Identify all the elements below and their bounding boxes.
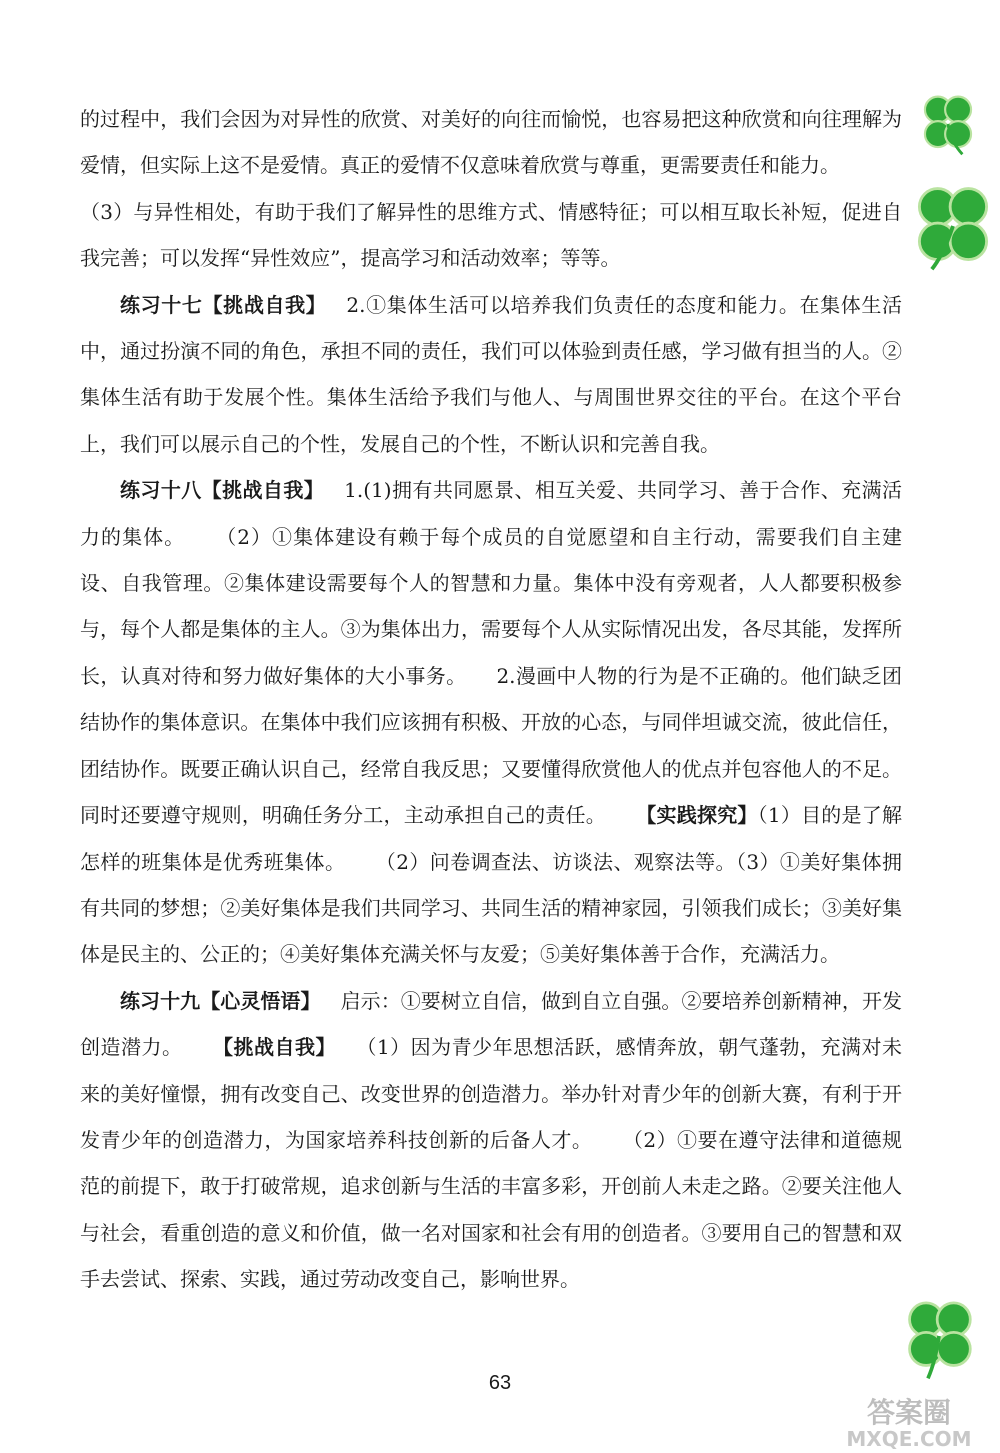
exercise-18 bbox=[80, 467, 902, 977]
watermark-logo bbox=[824, 1392, 994, 1452]
exercise-19 bbox=[80, 978, 902, 1303]
exercise-text: 1.(1)拥有共同愿景、相互关爱、共同学习、善于合作、充满活力的集体。 bbox=[80, 478, 902, 549]
exercise-heading: 练习十八【挑战自我】 bbox=[120, 478, 325, 503]
clover-icon bbox=[912, 88, 984, 160]
exercise-text: （2）①集体建设有赖于每个成员的自觉愿望和自主行动，需要我们自主建设、自我管理。②集体建设需要每个人的智慧和力量。集体中没有旁观者，人人都要积极参与，每个人都是集体的主人。③为集体出力，需要每个人从实际情况出发，各尽其能，发挥所长，认真对待和努力做好集体的大小事务。 bbox=[80, 524, 902, 688]
exercise-text: （2）问卷调查法、访谈法、观察法等。 bbox=[375, 849, 736, 874]
paragraph bbox=[80, 189, 902, 282]
page-number: 63 bbox=[488, 1372, 512, 1394]
clover-icon bbox=[905, 178, 1000, 274]
section-heading: 【实践探究】 bbox=[636, 803, 758, 828]
paragraph-text: 的过程中，我们会因为对异性的欣赏、对美好的向往而愉悦，也容易把这种欣赏和向往理解为爱情，但实际上这不是爱情。真正的爱情不仅意味着欣赏与尊重，更需要责任和能力。 bbox=[80, 107, 902, 178]
exercise-text: （2）①要在遵守法律和道德规范的前提下，敢于打破常规，追求创新与生活的丰富多彩，开创前人未走之路。②要关注他人与社会，看重创造的意义和价值，做一名对国家和社会有用的创造者。③要用自己的智慧和双手去尝试、探索、实践，通过劳动改变自己，影响世界。 bbox=[80, 1127, 902, 1292]
page-body bbox=[80, 96, 902, 1303]
exercise-text: （1）目的是了解怎样的班集体是优秀班集体。 bbox=[80, 803, 903, 874]
exercise-text: 2.①集体生活可以培养我们负责任的态度和能力。在集体生活中，通过扮演不同的角色，承担不同的责任，我们可以体验到责任感，学习做有担当的人。②集体生活有助于发展个性。集体生活给予我们与他人、与周围世界交往的平台。在这个平台上，我们可以展示自己的个性，发展自己的个性，不断认识和完善自我。 bbox=[80, 292, 903, 456]
exercise-heading: 练习十九【心灵悟语】 bbox=[120, 988, 321, 1013]
section-heading: 【挑战自我】 bbox=[212, 1035, 336, 1060]
exercise-heading: 练习十七【挑战自我】 bbox=[120, 292, 327, 317]
exercise-text: 启示：①要树立自信，做到自立自强。②要培养创新精神，开发创造潜力。 bbox=[80, 988, 903, 1060]
paragraph bbox=[80, 96, 902, 189]
exercise-text: （3）①美好集体拥有共同的梦想；②美好集体是我们共同学习、共同生活的精神家园，引领我们成长；③美好集体是民主的、公正的；④美好集体充满关怀与友爱；⑤美好集体善于合作，充满活力。 bbox=[80, 849, 902, 967]
clover-icon bbox=[893, 1290, 985, 1382]
svg-text:MXQE.COM: MXQE.COM bbox=[846, 1427, 972, 1451]
svg-text:答案圈: 答案圈 bbox=[866, 1396, 952, 1429]
exercise-17 bbox=[80, 282, 902, 468]
paragraph-text: （3）与异性相处，有助于我们了解异性的思维方式、情感特征；可以相互取长补短，促进自我完善；可以发挥“异性效应”，提高学习和活动效率；等等。 bbox=[80, 199, 902, 271]
exercise-text: 2.漫画中人物的行为是不正确的。他们缺乏团结协作的集体意识。在集体中我们应该拥有积极、开放的心态，与同伴坦诚交流，彼此信任，团结协作。既要正确认识自己，经常自我反思；又要懂得欣赏他人的优点并包容他人的不足。同时还要遵守规则，明确任务分工，主动承担自己的责任。 bbox=[80, 663, 902, 828]
exercise-text: （1）因为青少年思想活跃，感情奔放，朝气蓬勃，充满对未来的美好憧憬，拥有改变自己、改变世界的创造潜力。举办针对青少年的创新大赛，有利于开发青少年的创造潜力，为国家培养科技创新的后备人才。 bbox=[80, 1035, 903, 1152]
